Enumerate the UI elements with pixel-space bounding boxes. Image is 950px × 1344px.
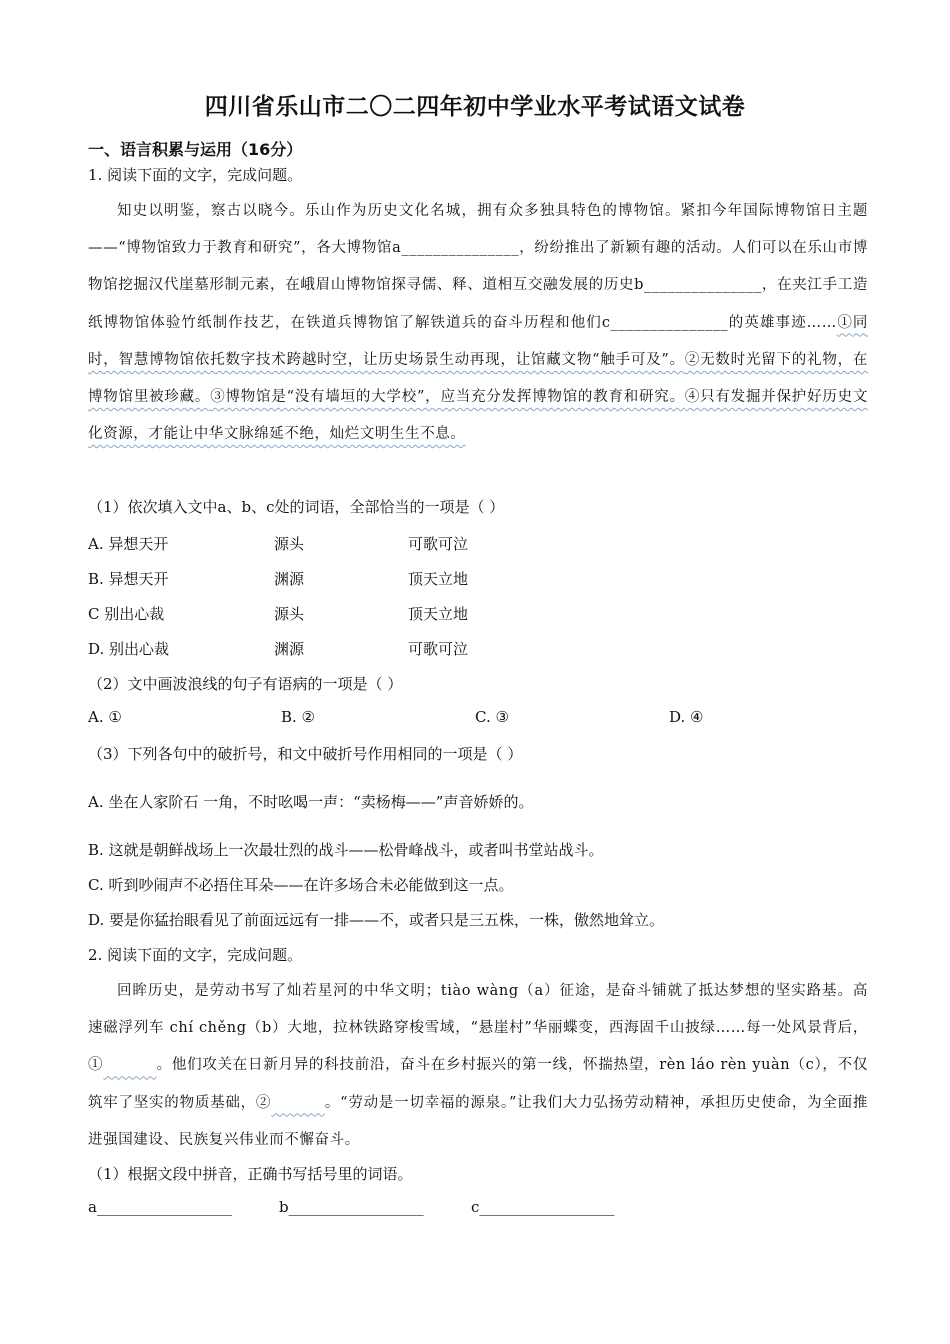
fill-blank-b[interactable]: b__________________ xyxy=(279,1198,424,1216)
option-d-word2: 渊源 xyxy=(274,640,305,658)
blank-c: _______________ xyxy=(610,314,729,331)
option-b-word3: 顶天立地 xyxy=(408,570,469,588)
option-c-word3: 顶天立地 xyxy=(408,605,469,623)
gap-1 xyxy=(103,1057,156,1073)
wavy-sentence-1: ①同时，智慧博物馆依托数字技术跨越时空，让历史场景生动再现，让馆藏文物“触手可及”。 xyxy=(88,314,868,368)
fill-blank-a[interactable]: a__________________ xyxy=(88,1198,232,1216)
option-2-b: B. ② xyxy=(281,708,316,726)
question-1-stem: 1. 阅读下面的文字，完成问题。 xyxy=(88,166,303,184)
option-2-c: C. ③ xyxy=(475,708,509,726)
question-2-sub-1: （1）根据文段中拼音，正确书写括号里的词语。 xyxy=(88,1165,413,1183)
question-2-stem: 2. 阅读下面的文字，完成问题。 xyxy=(88,946,303,964)
fill-blank-c[interactable]: c__________________ xyxy=(471,1198,615,1216)
question-2-passage: 回眸历史，是劳动书写了灿若星河的中华文明；tiào wàng（a）征途，是奋斗铺就了抵达梦想的坚实路基。高速磁浮列车 chí chěng（b）大地，拉林铁路穿梭雪域，“悬崖村”华丽蝶变，西海固千山披绿……每一处风景背后，① 。他们攻关在日新月异的科技前沿，奋斗在乡村振兴的第一线，怀揣热望，rèn láo rèn yuàn（c），不仅筑牢了坚实的物质基础，② 。“劳动是一切幸福的源泉。”让我们大力弘扬劳动精神，承担历史使命，为全面推进强国建设、民族复兴伟业而不懈奋斗。 xyxy=(88,983,868,1148)
option-b-word2: 渊源 xyxy=(274,570,305,588)
question-1-passage: 知史以明鉴，察古以晓今。乐山作为历史文化名城，拥有众多独具特色的博物馆。紧扣今年国际博物馆日主题——“博物馆致力于教育和研究”，各大博物馆a_______________，纷纷推出了新颖有趣的活动。人们可以在乐山市博物馆挖掘汉代崖墓形制元素，在峨眉山博物馆探寻儒、释、道相互交融发展的历史b_______________，在夹江手工造纸博物馆体验竹纸制作技艺，在铁道兵博物馆了解铁道兵的奋斗历程和他们c_______________的英雄事迹……①同时，智慧博物馆依托数字技术跨越时空，让历史场景生动再现，让馆藏文物“触手可及”。②无数时光留下的礼物，在博物馆里被珍藏。③博物馆是“没有墙垣的大学校”，应当充分发挥博物馆的教育和研究。④只有发掘并保护好历史文化资源，才能让中华文脉绵延不绝，灿烂文明生生不息。 xyxy=(88,203,868,443)
blank-b: _______________ xyxy=(644,277,762,294)
section-heading: 一、语言积累与运用（16分） xyxy=(88,140,303,159)
option-d-word3: 可歌可泣 xyxy=(408,640,469,658)
question-1-sub-3: （3）下列各句中的破折号，和文中破折号作用相同的一项是（ ） xyxy=(88,745,523,763)
wavy-sentence-3: ③博物馆是“没有墙垣的大学校”，应当充分发挥博物馆的教育和研究。 xyxy=(210,389,685,406)
question-1-sub-2: （2）文中画波浪线的句子有语病的一项是（ ） xyxy=(88,675,403,693)
option-2-d: D. ④ xyxy=(669,708,704,726)
option-a-word3: 可歌可泣 xyxy=(408,535,469,553)
option-b-word1: B. 异想天开 xyxy=(88,570,169,588)
gap-2 xyxy=(271,1095,325,1111)
option-3-d: D. 要是你猛抬眼看见了前面远远有一排——不，或者只是三五株，一株，傲然地耸立。 xyxy=(88,911,665,929)
option-c-word2: 源头 xyxy=(274,605,305,623)
option-3-a: A. 坐在人家阶石 一角，不时吆喝一声：“卖杨梅——”声音娇娇的。 xyxy=(88,793,534,811)
option-2-a: A. ① xyxy=(88,708,122,726)
option-3-c: C. 听到吵闹声不必捂住耳朵——在许多场合未必能做到这一点。 xyxy=(88,876,514,894)
blank-a: _______________ xyxy=(401,240,520,257)
wavy-sentence-2: ②无数时光留下的礼物，在博物馆里被珍藏。 xyxy=(88,351,868,406)
option-a-word1: A. 异想天开 xyxy=(88,535,169,553)
option-c-word1: C 别出心裁 xyxy=(88,605,165,623)
wavy-sentence-4: ④只有发掘并保护好历史文化资源，才能让中华文脉绵延不绝，灿烂文明生生不息。 xyxy=(88,389,868,443)
option-d-word1: D. 别出心裁 xyxy=(88,640,170,658)
option-a-word2: 源头 xyxy=(274,535,305,553)
option-3-b: B. 这就是朝鲜战场上一次最壮烈的战斗——松骨峰战斗，或者叫书堂站战斗。 xyxy=(88,841,604,859)
question-1-sub-1: （1）依次填入文中a、b、c处的词语，全部恰当的一项是（ ） xyxy=(88,498,505,516)
page-title: 四川省乐山市二〇二四年初中学业水平考试语文试卷 xyxy=(204,94,746,120)
